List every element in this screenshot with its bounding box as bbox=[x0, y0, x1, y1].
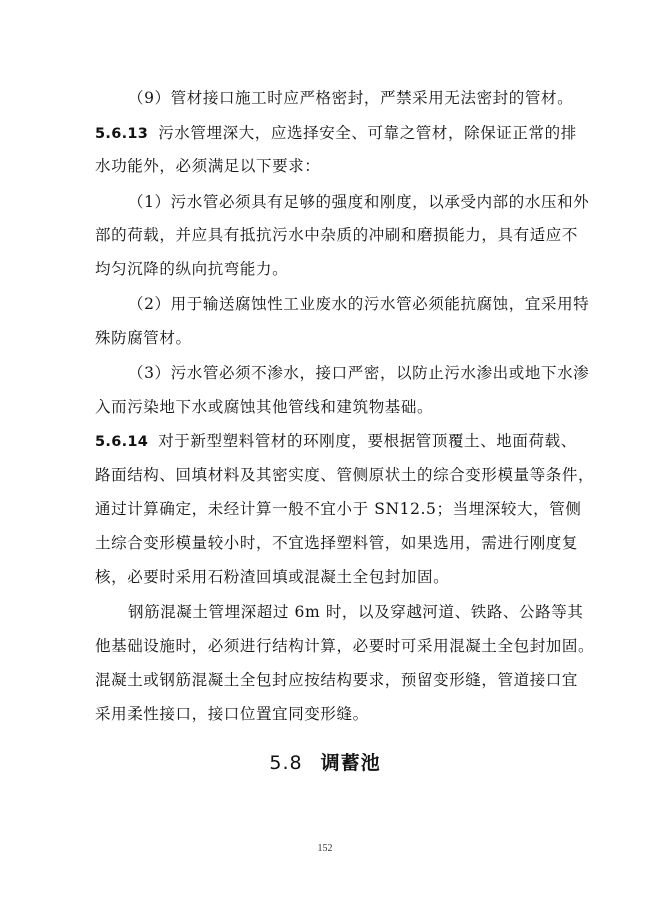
text-line: 采用柔性接口，接口位置宜同变形缝。 bbox=[95, 705, 369, 723]
clause-5-6-13 bbox=[95, 123, 577, 144]
text-line: 入而污染地下水或腐蚀其他管线和建筑物基础。 bbox=[95, 398, 434, 416]
text-line: 土综合变形模量较小时，不宜选择塑料管，如果选用，需进行刚度复 bbox=[95, 534, 579, 552]
text-line: （2）用于输送腐蚀性工业废水的污水管必须能抗腐蚀，宜采用特 bbox=[128, 295, 590, 313]
clause-number: 5.6.13 bbox=[95, 126, 149, 142]
section-number: 5.8 bbox=[269, 752, 303, 774]
section-title: 调蓄池 bbox=[320, 752, 381, 774]
text-line: 污水管埋深大，应选择安全、可靠之管材，除保证正常的排 bbox=[158, 124, 577, 142]
text-line: 核，必要时采用石粉渣回填或混凝土全包封加固。 bbox=[95, 568, 450, 586]
text-line: 对于新型塑料管材的环刚度，要根据管顶覆土、地面荷载、 bbox=[158, 432, 577, 450]
text-line: 路面结构、回填材料及其密实度、管侧原状土的综合变形模量等条件， bbox=[95, 466, 595, 484]
text-line: 均匀沉降的纵向抗弯能力。 bbox=[95, 260, 289, 278]
text-line: 水功能外，必须满足以下要求： bbox=[95, 157, 321, 175]
clause-number: 5.6.14 bbox=[95, 434, 149, 450]
page-number: 152 bbox=[317, 843, 333, 854]
text-line: 混凝土或钢筋混凝土全包封应按结构要求，预留变形缝，管道接口宜 bbox=[95, 671, 579, 689]
text-line: 殊防腐管材。 bbox=[95, 329, 192, 347]
section-heading bbox=[0, 748, 650, 775]
text-line: （9）管材接口施工时应严格密封，严禁采用无法密封的管材。 bbox=[128, 89, 574, 107]
text-line: 通过计算确定，未经计算一般不宜小于 SN12.5；当埋深较大，管侧 bbox=[95, 500, 582, 518]
text-line: （3）污水管必须不渗水，接口严密，以防止污水渗出或地下水渗 bbox=[128, 364, 590, 382]
text-line: 部的荷载，并应具有抵抗污水中杂质的冲刷和磨损能力，具有适应不 bbox=[95, 226, 579, 244]
text-line: 他基础设施时，必须进行结构计算，必要时可采用混凝土全包封加固。 bbox=[95, 637, 595, 655]
text-line: 钢筋混凝土管埋深超过 6m 时，以及穿越河道、铁路、公路等其 bbox=[128, 603, 584, 621]
text-line: （1）污水管必须具有足够的强度和刚度，以承受内部的水压和外 bbox=[128, 193, 590, 211]
clause-5-6-14 bbox=[95, 431, 577, 452]
